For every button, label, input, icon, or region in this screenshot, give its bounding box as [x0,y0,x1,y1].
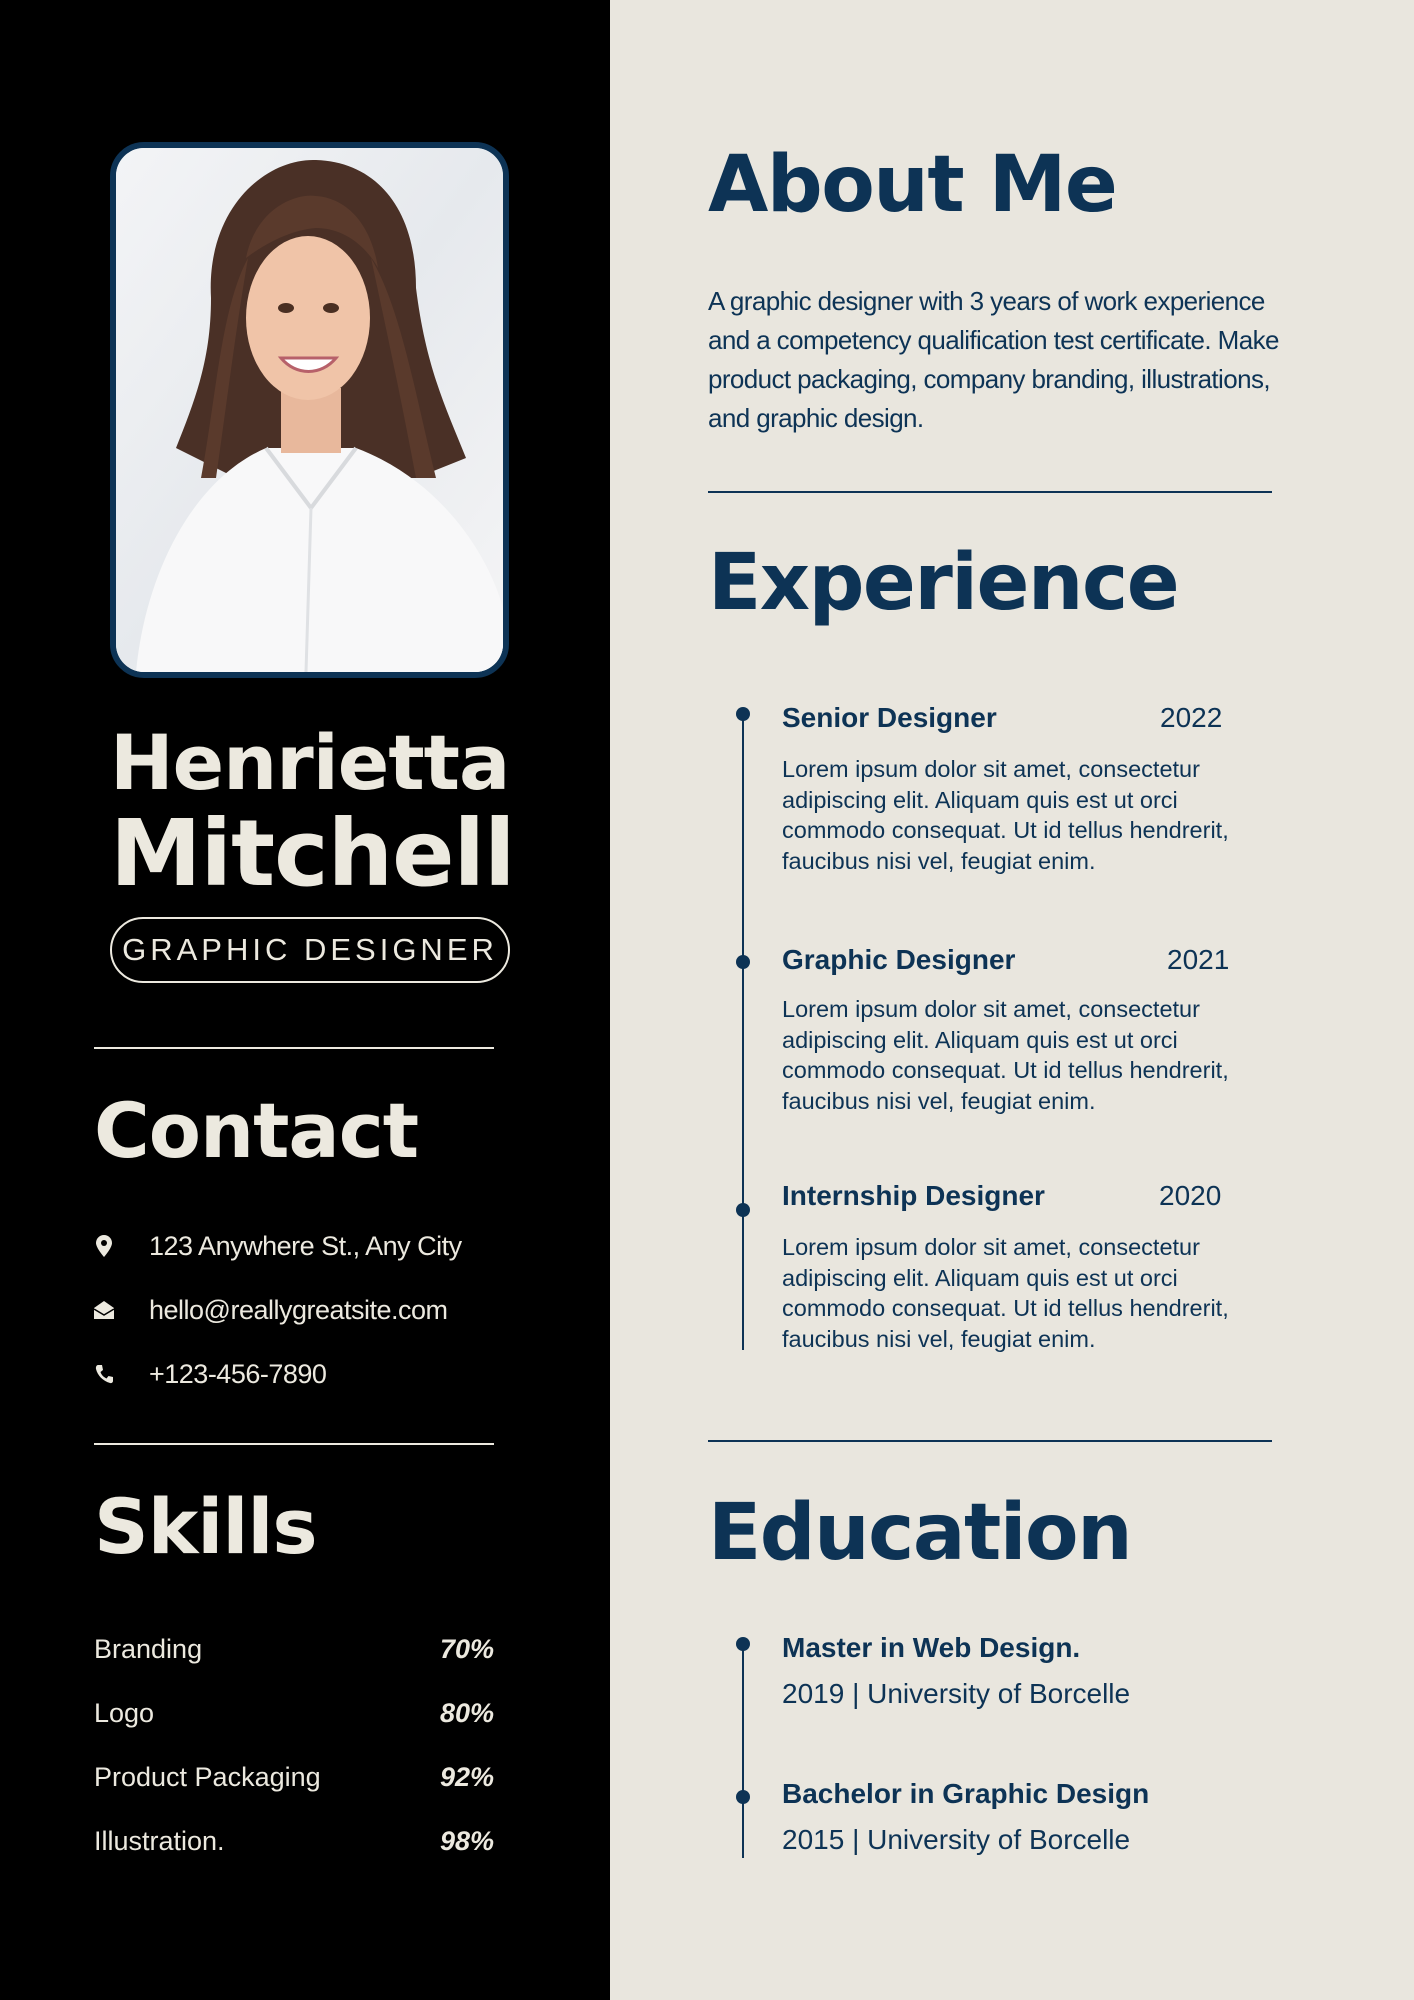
divider [708,491,1272,493]
education-item [782,1632,1130,1710]
degree-info: 2019 | University of Borcelle [782,1678,1131,1709]
skills-heading: Skills [94,1482,317,1571]
job-title: Graphic Designer [782,944,1016,975]
first-name: Henrietta [110,718,510,807]
contact-address [94,1226,462,1266]
contact-phone [94,1354,327,1394]
job-year: 2020 [1159,1180,1222,1211]
email-link[interactable]: hello@reallygreatsite.com [149,1294,448,1325]
skill-item [94,1634,494,1674]
skill-item [94,1826,494,1866]
address-text: 123 Anywhere St., Any City [149,1230,462,1261]
degree-info: 2015 | University of Borcelle [782,1824,1131,1855]
about-heading: About Me [708,140,1117,230]
phone-icon [94,1363,114,1385]
job-description: Lorem ipsum dolor sit amet, consectetur adipiscing elit. Aliquam quis est ut orci commodo consequat. Ut id tellus hendrerit, faucibus nisi vel, feugiat enim. [782,1234,1229,1352]
job-year: 2021 [1167,944,1230,975]
skill-item [94,1698,494,1738]
about-text: A graphic designer with 3 years of work experience and a competency qualification test certificate. Make product packaging, company branding, illustrations, and graphic design. [708,286,1279,433]
divider [94,1047,494,1049]
divider [708,1440,1272,1442]
job-description: Lorem ipsum dolor sit amet, consectetur adipiscing elit. Aliquam quis est ut orci commodo consequat. Ut id tellus hendrerit, faucibus nisi vel, feugiat enim. [782,756,1229,874]
skill-label: Branding [94,1634,203,1664]
role-badge: GRAPHIC DESIGNER [110,917,510,983]
timeline-dot [736,1790,750,1804]
skill-label: Logo [94,1698,155,1728]
degree: Bachelor in Graphic Design [782,1778,1150,1809]
location-pin-icon [94,1235,114,1257]
envelope-icon [94,1299,114,1321]
skill-label: Illustration. [94,1826,225,1856]
skill-percent: 98% [439,1826,494,1856]
contact-email [94,1290,448,1330]
portrait-illustration [116,148,503,672]
phone-text: +123-456-7890 [149,1358,327,1389]
skill-percent: 80% [439,1698,494,1728]
timeline-dot [736,707,750,721]
timeline-dot [736,955,750,969]
skill-label: Product Packaging [94,1762,321,1792]
experience-timeline [742,716,744,1350]
education-heading: Education [708,1488,1132,1578]
profile-photo [110,142,509,678]
timeline-dot [736,1637,750,1651]
last-name: Mitchell [110,800,515,907]
degree: Master in Web Design. [782,1632,1081,1663]
skill-item [94,1762,494,1802]
skill-percent: 92% [439,1762,494,1792]
skill-percent: 70% [439,1634,494,1664]
timeline-dot [736,1203,750,1217]
contact-heading: Contact [94,1086,419,1175]
job-title: Senior Designer [782,702,997,733]
job-year: 2022 [1160,702,1223,733]
left-sidebar [0,0,610,2000]
education-timeline [742,1640,744,1858]
divider [94,1443,494,1445]
job-description: Lorem ipsum dolor sit amet, consectetur adipiscing elit. Aliquam quis est ut orci commodo consequat. Ut id tellus hendrerit, faucibus nisi vel, feugiat enim. [782,996,1229,1114]
job-title: Internship Designer [782,1180,1045,1211]
experience-heading: Experience [708,538,1179,628]
education-item [782,1778,1149,1856]
